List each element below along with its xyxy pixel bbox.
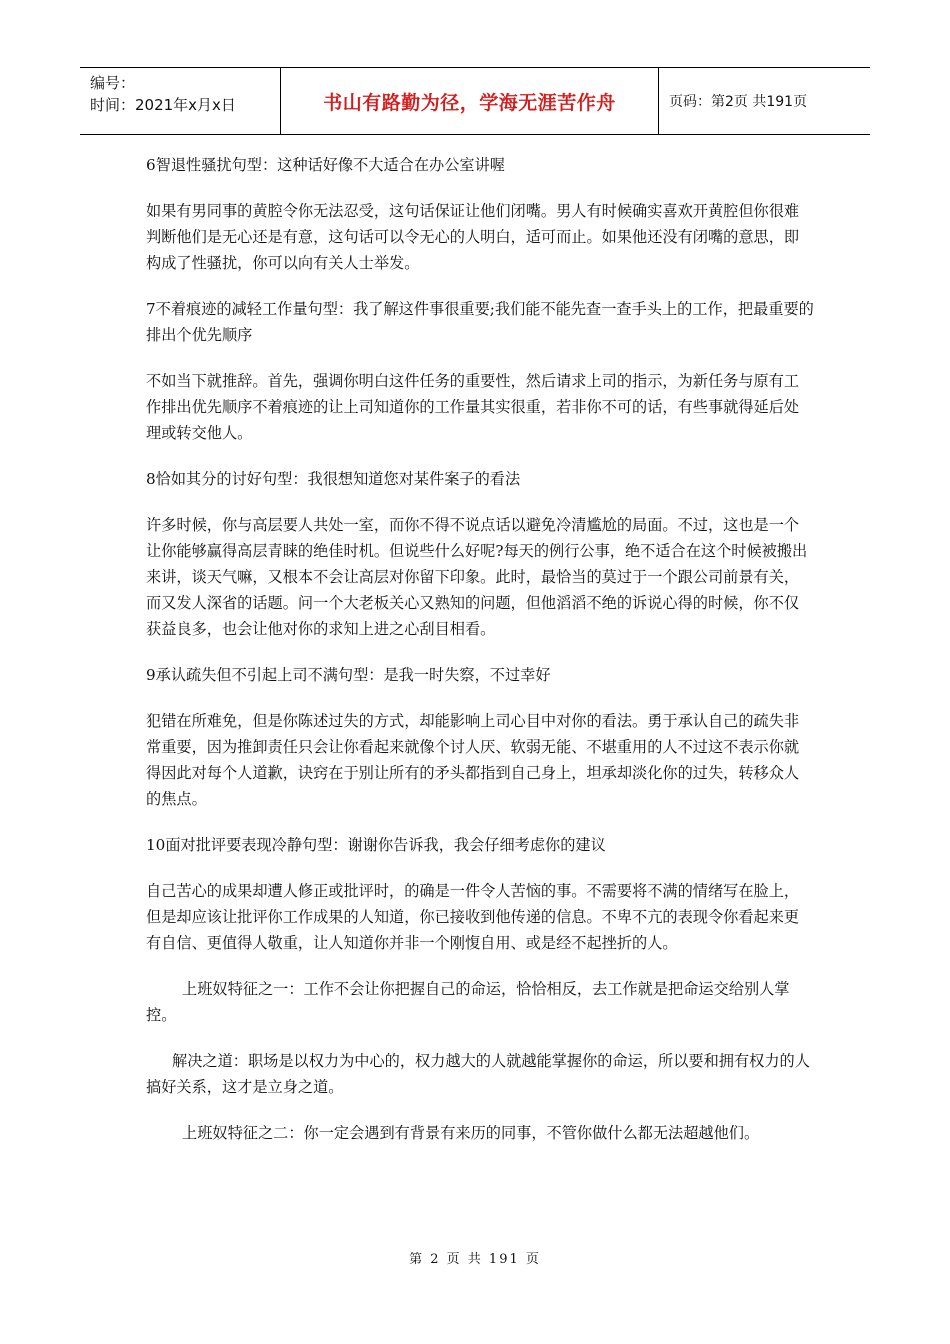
body-paragraph: 自己苦心的成果却遭人修正或批评时，的确是一件令人苦恼的事。不需要将不满的情绪写在脸上，但是却应该让批评你工作成果的人知道，你已接收到他传递的信息。不卑不亢的表现令你看起来更有自信、更值得人敬重，让人知道你并非一个刚愎自用、或是经不起挫折的人。 <box>146 882 800 952</box>
date-label: 时间：2021年x月x日 <box>90 96 236 114</box>
header-motto: 书山有路勤为径，学海无涯苦作舟 <box>281 68 659 134</box>
header-page-info: 页码：第2页 共191页 <box>669 94 808 110</box>
page-footer: 第 2 页 共 191 页 <box>409 1252 541 1267</box>
header-meta-cell <box>80 68 281 134</box>
body-paragraph: 不如当下就推辞。首先，强调你明白这件任务的重要性，然后请求上司的指示，为新任务与原有工作排出优先顺序不着痕迹的让上司知道你的工作量其实很重，若非你不可的话，有些事就得延后处理或转交他人。 <box>146 372 800 442</box>
trait-paragraph-1: 上班奴特征之一：工作不会让你把握自己的命运，恰恰相反，去工作就是把命运交给别人掌控。 <box>146 980 790 1024</box>
section-heading-9: 9承认疏失但不引起上司不满句型：是我一时失察，不过幸好 <box>146 666 551 684</box>
section-heading-10: 10面对批评要表现冷静句型：谢谢你告诉我，我会仔细考虑你的建议 <box>146 836 606 854</box>
serial-number-label: 编号： <box>90 74 136 92</box>
body-paragraph: 如果有男同事的黄腔令你无法忍受，这句话保证让他们闭嘴。男人有时候确实喜欢开黄腔但你很难判断他们是无心还是有意，这句话可以令无心的人明白，适可而止。如果他还没有闭嘴的意思，即构成了性骚扰，你可以向有关人士举发。 <box>146 202 800 272</box>
section-heading-7: 7不着痕迹的减轻工作量句型：我了解这件事很重要;我们能不能先查一查手头上的工作，把最重要的排出个优先顺序 <box>146 300 814 344</box>
body-paragraph: 犯错在所难免，但是你陈述过失的方式，却能影响上司心目中对你的看法。勇于承认自己的疏失非常重要，因为推卸责任只会让你看起来就像个讨人厌、软弱无能、不堪重用的人不过这不表示你就得因此对每个人道歉，诀窍在于别让所有的矛头都指到自己身上，坦承却淡化你的过失，转移众人的焦点。 <box>146 712 800 808</box>
solution-paragraph: 解决之道：职场是以权力为中心的，权力越大的人就越能掌握你的命运，所以要和拥有权力的人搞好关系，这才是立身之道。 <box>146 1052 810 1096</box>
document-body <box>146 152 814 1166</box>
trait-paragraph-2: 上班奴特征之二：你一定会遇到有背景有来历的同事，不管你做什么都无法超越他们。 <box>182 1124 760 1142</box>
document-header <box>80 67 870 135</box>
section-heading-8: 8恰如其分的讨好句型：我很想知道您对某件案子的看法 <box>146 470 521 488</box>
section-heading-6: 6智退性骚扰句型：这种话好像不大适合在办公室讲喔 <box>146 156 505 174</box>
body-paragraph: 许多时候，你与高层要人共处一室，而你不得不说点话以避免冷清尴尬的局面。不过，这也是一个让你能够赢得高层青睐的绝佳时机。但说些什么好呢?每天的例行公事，绝不适合在这个时候被搬出来讲，谈天气嘛，又根本不会让高层对你留下印象。此时，最恰当的莫过于一个跟公司前景有关，而又发人深省的话题。问一个大老板关心又熟知的问题，但他滔滔不绝的诉说心得的时候，你不仅获益良多，也会让他对你的求知上进之心刮目相看。 <box>146 516 808 638</box>
